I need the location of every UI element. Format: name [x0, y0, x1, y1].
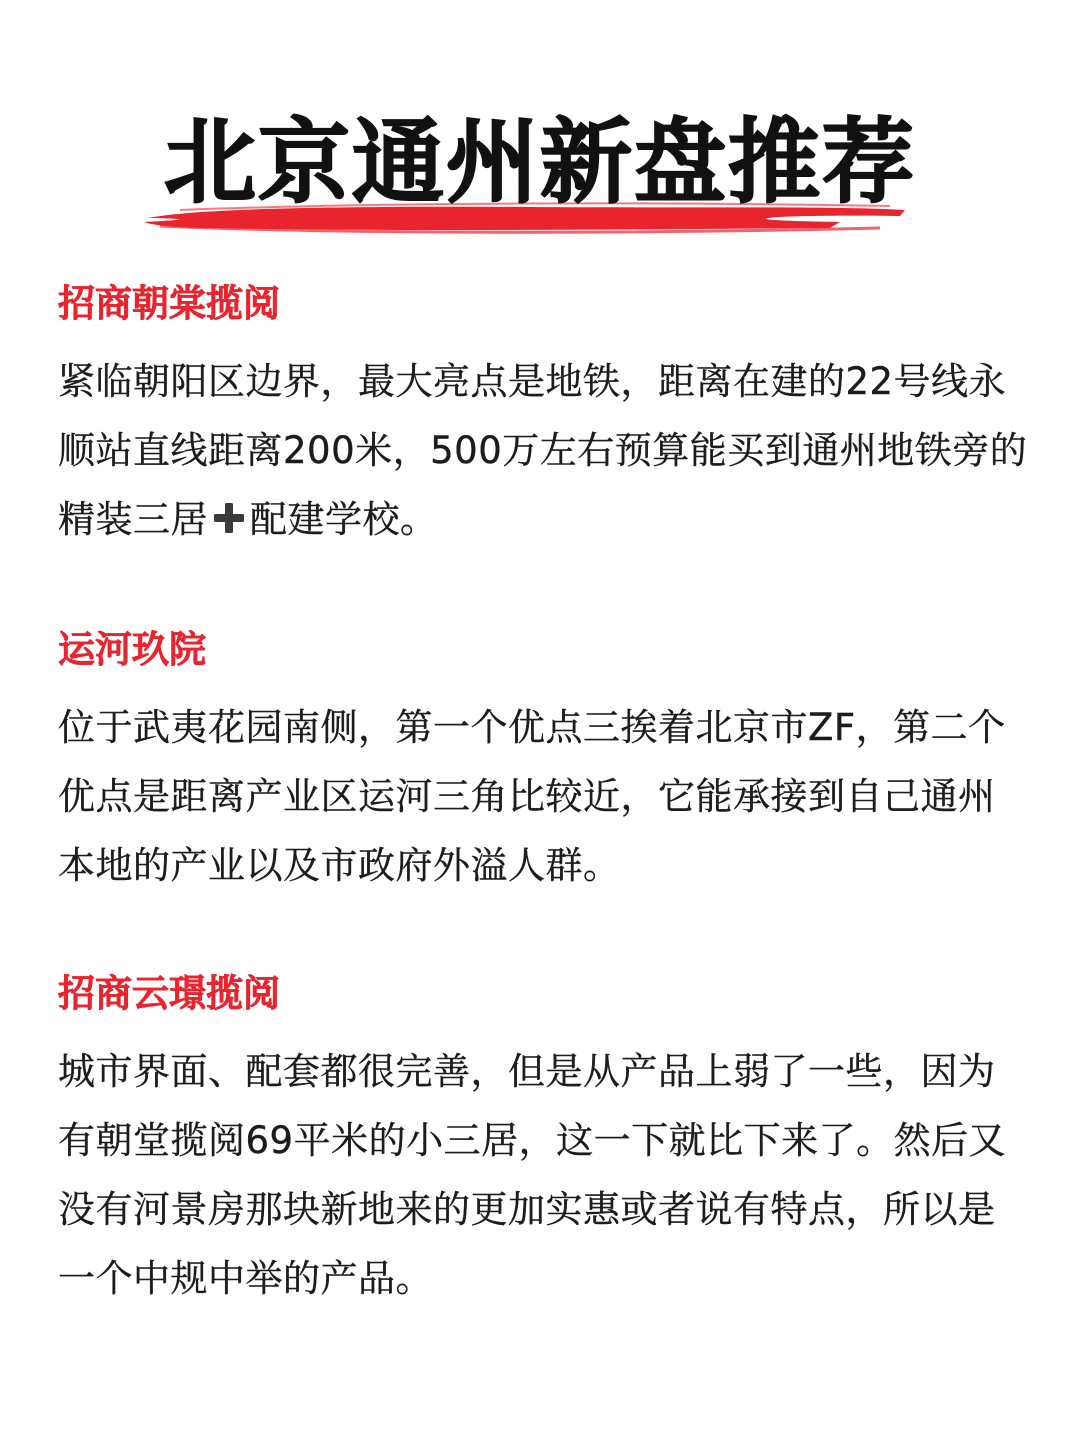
title-block [0, 100, 1080, 250]
section-heading: 运河玖院 [58, 628, 206, 671]
section-body: 位于武夷花园南侧，第一个优点三挨着北京市ZF，第二个优点是距离产业区运河三角比较近，它能承接到自己通州本地的产业以及市政府外溢人群。 [58, 706, 1006, 887]
section-heading: 招商朝棠揽阅 [58, 282, 280, 325]
section-body: 城市界面、配套都很完善，但是从产品上弱了一些，因为有朝堂揽阅69平米的小三居，这一下就比下来了。然后又没有河景房那块新地来的更加实惠或者说有特点，所以是一个中规中举的产品。 [58, 1050, 1007, 1300]
section-yunhe-jiuyuan [58, 625, 1030, 900]
section-body [58, 347, 1030, 554]
section-heading: 招商云璟揽阅 [58, 972, 280, 1015]
section-zhaoshang-chaotang [58, 279, 1030, 554]
section-body-text-tail: 配建学校。 [250, 498, 438, 541]
page-title: 北京通州新盘推荐 [163, 109, 916, 216]
section-body-text: 紧临朝阳区边界，最大亮点是地铁，距离在建的22号线永顺站直线距离200米，500万左右预算能买到通州地铁旁的精装三居 [58, 360, 1028, 541]
section-zhaoshang-yunjing [58, 969, 1030, 1313]
plus-icon [210, 499, 248, 537]
